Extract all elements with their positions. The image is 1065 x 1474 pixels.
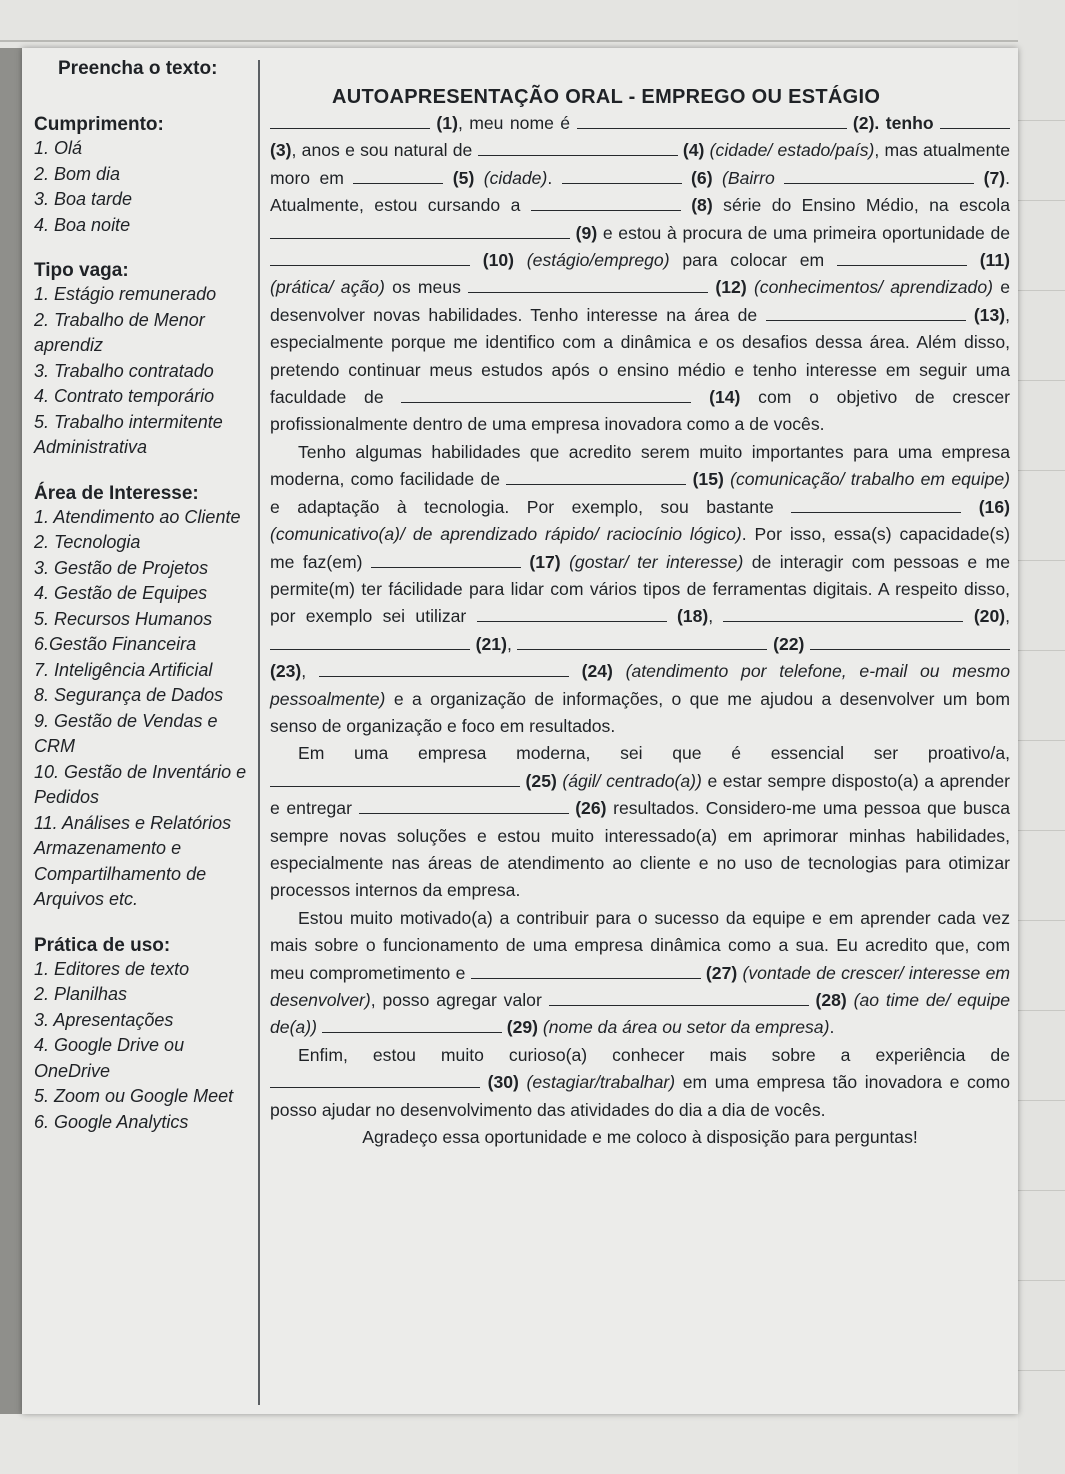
text: Tenho algumas habilidades que acredito serem muito importantes para uma empresa moderna, como facilidade de (270, 441, 1010, 490)
text: série do Ensino Médio, na escola (723, 195, 1010, 216)
paragraph-closing (270, 1042, 1010, 1124)
blank-number: (30) (487, 1072, 519, 1093)
text: os meus (392, 277, 461, 298)
option-item: 2. Trabalho de Menor aprendiz (34, 309, 205, 355)
blank-23[interactable] (810, 635, 1010, 650)
blank-18[interactable] (477, 607, 667, 622)
blank-number: (27) (705, 962, 738, 983)
blank-3[interactable] (940, 114, 1010, 129)
text: , especialmente porque me identifico com a dinâmica e os desafios dessa área. Além disso, pretendo continuar meus estudos após o ensino médio e tenho interesse em seguir uma faculdade de (270, 304, 1011, 408)
blank-number: (25) (525, 770, 557, 791)
section-greeting (34, 114, 258, 238)
option-item: 4. Contrato temporário (34, 386, 215, 406)
blank-28[interactable] (549, 991, 809, 1006)
paragraph-proactive (270, 740, 1010, 904)
blank-22[interactable] (517, 635, 767, 650)
text: com o objetivo de crescer profissionalmente dentro de uma empresa inovadora como a de vocês. (270, 387, 1011, 435)
blank-number: (26) (575, 798, 607, 819)
text: . (829, 1017, 835, 1038)
text: , meu nome é (457, 113, 571, 133)
option-item: 4. Google Drive ou OneDrive (34, 1035, 185, 1081)
option-item: Armazenamento e Compartilhamento de Arquivos etc. (34, 838, 207, 909)
option-item: 4. Gestão de Equipes (34, 583, 208, 603)
text: para colocar em (682, 250, 825, 271)
blank-number: (21) (475, 633, 507, 654)
option-item: 1. Estágio remunerado (34, 284, 217, 304)
option-item: 1. Atendimento ao Cliente (34, 506, 241, 527)
option-item: 3. Apresentações (34, 1009, 174, 1030)
blank-number: (6) (691, 167, 713, 188)
text: de interagir com pessoas e me permite(m) ter fácilidade para lidar com vários tipos de ferramentas digitais. A respeito disso, por exemplo sei utilizar (270, 551, 1010, 627)
paragraph-intro (270, 110, 1010, 439)
blank-number: (15) (692, 469, 724, 490)
hint: (atendimento por telefone, e-mail ou mesmo pessoalmente) (270, 661, 1010, 709)
blank-number: (17) (529, 551, 561, 572)
text: e estar sempre disposto(a) a aprender e entregar (270, 770, 1010, 819)
hint: (prática/ ação) (270, 277, 385, 298)
paper-fold (0, 40, 1065, 42)
option-item: 3. Boa tarde (34, 189, 133, 209)
notebook-margin (1018, 0, 1065, 1474)
blank-number: (16) (978, 496, 1010, 517)
blank-number: (24) (581, 661, 613, 682)
blank-number: (29) (506, 1017, 539, 1038)
text: . Por isso, essa(s) capacidade(s) me faz(em) (270, 524, 1010, 572)
blank-26[interactable] (359, 799, 569, 814)
hint: (Bairro (721, 167, 775, 188)
option-item: 2. Tecnologia (34, 532, 141, 552)
blank-13[interactable] (766, 306, 966, 321)
text: e adaptação à tecnologia. Por exemplo, sou bastante (270, 496, 774, 517)
hint: (ao time de/ equipe de(a)) (270, 990, 1011, 1038)
blank-7[interactable] (784, 169, 974, 184)
blank-24[interactable] (319, 662, 569, 677)
section-practice (34, 935, 258, 1136)
blank-number: (1) (436, 113, 458, 133)
option-item: 1. Olá (34, 138, 83, 158)
blank-number: (5) (452, 167, 475, 188)
option-item: 1. Editores de texto (34, 958, 190, 979)
option-item: 11. Análises e Relatórios (34, 812, 232, 833)
paragraph-motivation (270, 905, 1010, 1042)
blank-4[interactable] (478, 141, 678, 156)
text: , (708, 606, 714, 627)
blank-27[interactable] (471, 964, 701, 979)
text: e desenvolver novas habilidades. Tenho interesse na área de (270, 277, 1011, 325)
blank-number: (10) (482, 250, 515, 271)
blank-8[interactable] (531, 196, 681, 211)
option-item: 6.Gestão Financeira (34, 634, 197, 654)
hint: (comunicativo(a)/ de aprendizado rápido/ raciocínio lógico) (270, 524, 742, 545)
options-column (34, 110, 258, 1135)
option-item: 10. Gestão de Inventário e Pedidos (34, 761, 247, 807)
text: Enfim, estou muito curioso(a) conhecer mais sobre a experiência de (298, 1044, 1010, 1065)
option-item: 2. Planilhas (34, 984, 128, 1004)
hint: (cidade/ estado/país) (709, 140, 875, 161)
column-divider (258, 60, 260, 1405)
blank-2[interactable] (577, 114, 847, 129)
section-title: Cumprimento: (34, 114, 164, 135)
text: Em uma empresa moderna, sei que é essencial ser proativo/a, (298, 743, 1010, 764)
option-item: 6. Google Analytics (34, 1111, 189, 1132)
text: , posso agregar valor (370, 990, 542, 1010)
section-title: Área de Interesse: (34, 482, 199, 504)
blank-20[interactable] (723, 607, 963, 622)
option-item: 9. Gestão de Vendas e CRM (34, 710, 218, 756)
blank-1[interactable] (270, 114, 430, 129)
blank-11[interactable] (837, 251, 967, 266)
blank-number: (13) (973, 304, 1006, 325)
section-job-type (34, 260, 258, 461)
blank-14[interactable] (401, 388, 691, 403)
text: em uma empresa tão inovadora e como posso ajudar no desenvolvimento das atividades do dia a dia de vocês. (270, 1072, 1011, 1120)
blank-17[interactable] (371, 553, 521, 568)
blank-30[interactable] (270, 1073, 480, 1088)
hint: (gostar/ ter interesse) (569, 551, 744, 572)
blank-number: (28) (815, 990, 847, 1010)
blank-6[interactable] (562, 169, 682, 184)
text: , (301, 661, 307, 682)
hint: (estagiar/trabalhar) (526, 1072, 676, 1093)
blank-number: (3) (270, 140, 292, 161)
blank-number: (12) (715, 277, 747, 298)
hint: (ágil/ centrado(a)) (562, 770, 702, 791)
text: , mas atualmente moro em (270, 140, 1011, 188)
text: e estou à procura de uma primeira oportunidade de (602, 222, 1011, 243)
blank-9[interactable] (270, 224, 570, 239)
blank-number: (9) (575, 222, 598, 243)
text: . (547, 167, 553, 188)
hint: (vontade de crescer/ interesse em desenvolver) (270, 962, 1011, 1010)
blank-number: (14) (709, 387, 741, 408)
blank-number: (11) (979, 250, 1011, 271)
blank-number: (8) (691, 195, 713, 216)
blank-21[interactable] (270, 635, 470, 650)
closing-line: Agradeço essa oportunidade e me coloco à disposição para perguntas! (362, 1127, 918, 1148)
blank-number: (23) (270, 661, 302, 682)
blank-15[interactable] (506, 470, 686, 485)
hint: (comunicação/ trabalho em equipe) (730, 469, 1011, 490)
text: . Atualmente, estou cursando a (270, 167, 1011, 216)
section-title: Prática de uso: (34, 934, 171, 956)
option-item: 5. Zoom ou Google Meet (34, 1086, 234, 1106)
text: , (506, 633, 512, 654)
paragraph-skills (270, 439, 1010, 740)
hint: (nome da área ou setor da empresa) (542, 1017, 830, 1038)
blank-5[interactable] (353, 169, 443, 184)
blank-number: (4) (682, 140, 705, 161)
fill-in-text (270, 110, 1010, 1151)
blank-number: (18) (676, 606, 709, 627)
hint: (estágio/emprego) (526, 250, 670, 271)
blank-16[interactable] (791, 498, 961, 513)
page-title: AUTOAPRESENTAÇÃO ORAL - EMPREGO OU ESTÁGIO (332, 86, 881, 108)
blank-number: (20) (973, 606, 1006, 627)
option-item: 8. Segurança de Dados (34, 685, 224, 705)
blank-10[interactable] (270, 251, 470, 266)
option-item: 2. Bom dia (34, 163, 121, 184)
option-item: 5. Recursos Humanos (34, 608, 213, 629)
section-interest-area (34, 483, 258, 913)
text: Estou muito motivado(a) a contribuir para o sucesso da equipe e em aprender cada vez mais sobre o funcionamento de uma empresa dinâmica como a sua. Eu acredito que, com meu comprometimento e (270, 907, 1010, 983)
blank-25[interactable] (270, 772, 520, 787)
text: , anos e sou natural de (291, 140, 473, 161)
blank-29[interactable] (322, 1018, 502, 1033)
section-title: Tipo vaga: (34, 260, 129, 281)
blank-number: (7) (983, 167, 1006, 188)
paper-bottom-edge (0, 1414, 1065, 1474)
paper-top-edge (0, 0, 1065, 48)
option-item: Administrativa (34, 437, 148, 457)
blank-12[interactable] (468, 278, 708, 293)
option-item: 4. Boa noite (34, 214, 131, 235)
hint: (cidade) (483, 167, 548, 188)
text: , (1005, 606, 1011, 627)
option-item: 5. Trabalho intermitente (34, 411, 223, 432)
option-item: 3. Gestão de Projetos (34, 557, 209, 578)
instruction-label: Preencha o texto: (58, 58, 218, 79)
text: resultados. Considero-me uma pessoa que busca sempre novas soluções e estou muito interessado(a) em aprimorar minhas habilidades, especialmente nas áreas de atendimento ao cliente e no uso de tecnologias para otimizar processos internos da empresa. (270, 798, 1011, 901)
text: (2). tenho (852, 113, 934, 133)
hint: (conhecimentos/ aprendizado) (753, 277, 993, 298)
option-item: 3. Trabalho contratado (34, 360, 214, 381)
text: e a organização de informações, o que me ajudou a desenvolver um bom senso de organização e foco em resultados. (270, 688, 1010, 736)
option-item: 7. Inteligência Artificial (34, 659, 213, 680)
blank-number: (22) (773, 633, 805, 654)
